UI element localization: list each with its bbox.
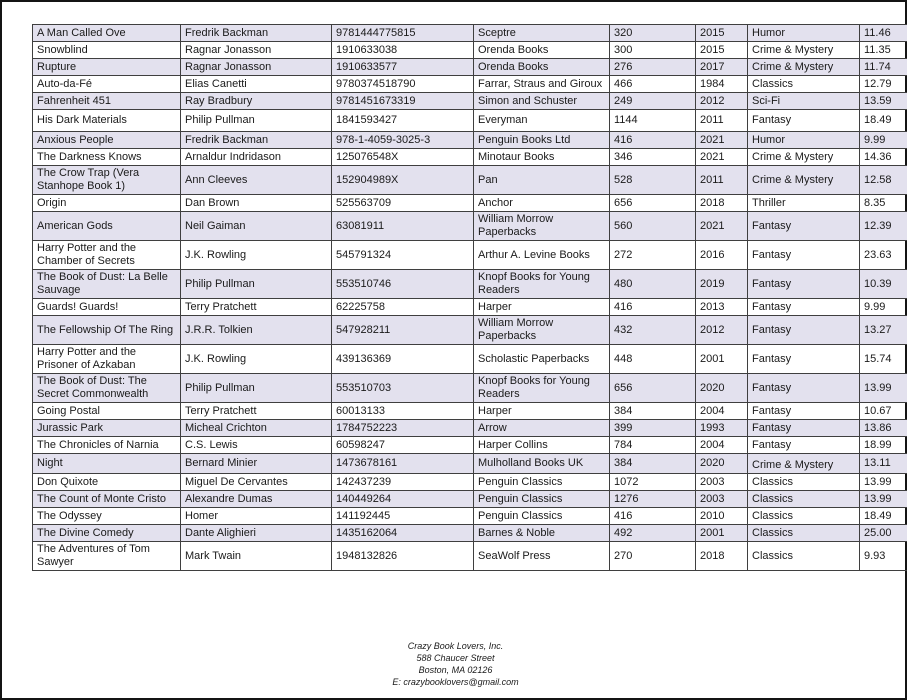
cell-isbn: 152904989X <box>332 166 474 195</box>
cell-author: Philip Pullman <box>181 110 332 132</box>
cell-publisher: Penguin Classics <box>474 491 610 508</box>
cell-pages: 656 <box>610 374 696 403</box>
cell-pages: 432 <box>610 316 696 345</box>
cell-pages: 416 <box>610 508 696 525</box>
cell-genre: Crime & Mystery <box>748 166 860 195</box>
cell-pages: 416 <box>610 132 696 149</box>
cell-genre: Classics <box>748 508 860 525</box>
table-row <box>33 374 907 403</box>
cell-publisher: Harper Collins <box>474 437 610 454</box>
cell-author: Philip Pullman <box>181 374 332 403</box>
cell-year: 2010 <box>696 508 748 525</box>
cell-author: Ragnar Jonasson <box>181 59 332 76</box>
cell-price: 10.39 <box>860 270 907 299</box>
table-row <box>33 345 907 374</box>
cell-isbn: 9781451673319 <box>332 93 474 110</box>
cell-price: 13.11 <box>860 454 907 474</box>
cell-pages: 448 <box>610 345 696 374</box>
cell-year: 2003 <box>696 491 748 508</box>
cell-isbn: 1784752223 <box>332 420 474 437</box>
cell-price: 23.63 <box>860 241 907 270</box>
cell-pages: 1072 <box>610 474 696 491</box>
cell-title: The Odyssey <box>33 508 181 525</box>
cell-author: Philip Pullman <box>181 270 332 299</box>
cell-author: Ragnar Jonasson <box>181 42 332 59</box>
table-row <box>33 212 907 241</box>
cell-isbn: 545791324 <box>332 241 474 270</box>
table-row <box>33 59 907 76</box>
table-row <box>33 403 907 420</box>
cell-pages: 272 <box>610 241 696 270</box>
cell-price: 13.99 <box>860 374 907 403</box>
cell-author: Dante Alighieri <box>181 525 332 542</box>
cell-author: Fredrik Backman <box>181 25 332 42</box>
cell-year: 2020 <box>696 374 748 403</box>
cell-genre: Classics <box>748 76 860 93</box>
cell-title: American Gods <box>33 212 181 241</box>
cell-title: Jurassic Park <box>33 420 181 437</box>
cell-author: Ann Cleeves <box>181 166 332 195</box>
cell-genre: Classics <box>748 474 860 491</box>
cell-author: Elias Canetti <box>181 76 332 93</box>
cell-title: Auto-da-Fé <box>33 76 181 93</box>
cell-publisher: Harper <box>474 403 610 420</box>
cell-publisher: Penguin Classics <box>474 474 610 491</box>
cell-isbn: 60013133 <box>332 403 474 420</box>
cell-price: 13.59 <box>860 93 907 110</box>
cell-title: Guards! Guards! <box>33 299 181 316</box>
footer-street-address: 588 Chaucer Street <box>416 653 495 663</box>
cell-price: 13.99 <box>860 474 907 491</box>
table-row <box>33 166 907 195</box>
cell-isbn: 140449264 <box>332 491 474 508</box>
cell-price: 18.49 <box>860 508 907 525</box>
cell-pages: 276 <box>610 59 696 76</box>
cell-price: 9.93 <box>860 542 907 571</box>
cell-year: 2004 <box>696 437 748 454</box>
cell-publisher: Arthur A. Levine Books <box>474 241 610 270</box>
cell-publisher: Mulholland Books UK <box>474 454 610 474</box>
cell-publisher: Barnes & Noble <box>474 525 610 542</box>
cell-year: 2003 <box>696 474 748 491</box>
cell-isbn: 9780374518790 <box>332 76 474 93</box>
table-row <box>33 508 907 525</box>
cell-publisher: Knopf Books for Young Readers <box>474 270 610 299</box>
table-row <box>33 299 907 316</box>
cell-year: 2012 <box>696 316 748 345</box>
books-table-body <box>33 25 907 571</box>
table-row <box>33 270 907 299</box>
cell-author: J.K. Rowling <box>181 241 332 270</box>
cell-price: 11.74 <box>860 59 907 76</box>
cell-author: Miguel De Cervantes <box>181 474 332 491</box>
cell-year: 2012 <box>696 93 748 110</box>
cell-title: The Darkness Knows <box>33 149 181 166</box>
cell-isbn: 142437239 <box>332 474 474 491</box>
cell-publisher: Minotaur Books <box>474 149 610 166</box>
cell-pages: 528 <box>610 166 696 195</box>
cell-title: The Adventures of Tom Sawyer <box>33 542 181 571</box>
cell-year: 2001 <box>696 345 748 374</box>
cell-author: C.S. Lewis <box>181 437 332 454</box>
footer-email: E: crazybooklovers@gmail.com <box>392 677 519 687</box>
cell-title: Fahrenheit 451 <box>33 93 181 110</box>
cell-author: Terry Pratchett <box>181 403 332 420</box>
cell-year: 2004 <box>696 403 748 420</box>
cell-genre: Fantasy <box>748 316 860 345</box>
cell-genre: Classics <box>748 542 860 571</box>
cell-genre: Fantasy <box>748 241 860 270</box>
cell-genre: Fantasy <box>748 403 860 420</box>
table-row <box>33 241 907 270</box>
cell-pages: 384 <box>610 403 696 420</box>
cell-isbn: 1841593427 <box>332 110 474 132</box>
cell-genre: Fantasy <box>748 110 860 132</box>
cell-author: Neil Gaiman <box>181 212 332 241</box>
cell-genre: Fantasy <box>748 299 860 316</box>
cell-publisher: Scholastic Paperbacks <box>474 345 610 374</box>
cell-isbn: 1473678161 <box>332 454 474 474</box>
cell-title: His Dark Materials <box>33 110 181 132</box>
cell-genre: Crime & Mystery <box>748 42 860 59</box>
cell-year: 2015 <box>696 25 748 42</box>
table-row <box>33 110 907 132</box>
cell-title: The Chronicles of Narnia <box>33 437 181 454</box>
cell-year: 2011 <box>696 166 748 195</box>
cell-price: 11.35 <box>860 42 907 59</box>
cell-year: 2021 <box>696 149 748 166</box>
cell-title: Rupture <box>33 59 181 76</box>
cell-publisher: Harper <box>474 299 610 316</box>
cell-title: Harry Potter and the Prisoner of Azkaban <box>33 345 181 374</box>
table-row <box>33 93 907 110</box>
cell-title: Anxious People <box>33 132 181 149</box>
cell-genre: Classics <box>748 491 860 508</box>
cell-pages: 656 <box>610 195 696 212</box>
cell-publisher: William Morrow Paperbacks <box>474 212 610 241</box>
cell-pages: 784 <box>610 437 696 454</box>
cell-isbn: 1948132826 <box>332 542 474 571</box>
table-row <box>33 25 907 42</box>
cell-author: Mark Twain <box>181 542 332 571</box>
cell-genre: Crime & Mystery <box>748 59 860 76</box>
cell-title: Don Quixote <box>33 474 181 491</box>
cell-price: 9.99 <box>860 132 907 149</box>
cell-genre: Fantasy <box>748 374 860 403</box>
cell-isbn: 1910633577 <box>332 59 474 76</box>
table-row <box>33 542 907 571</box>
cell-pages: 384 <box>610 454 696 474</box>
cell-price: 12.79 <box>860 76 907 93</box>
cell-year: 2021 <box>696 212 748 241</box>
table-row <box>33 149 907 166</box>
cell-year: 1984 <box>696 76 748 93</box>
cell-author: Dan Brown <box>181 195 332 212</box>
table-row <box>33 132 907 149</box>
cell-isbn: 553510703 <box>332 374 474 403</box>
table-row <box>33 454 907 474</box>
cell-title: The Fellowship Of The Ring <box>33 316 181 345</box>
cell-isbn: 62225758 <box>332 299 474 316</box>
cell-isbn: 439136369 <box>332 345 474 374</box>
cell-genre: Fantasy <box>748 212 860 241</box>
cell-author: Micheal Crichton <box>181 420 332 437</box>
cell-title: Snowblind <box>33 42 181 59</box>
cell-year: 2013 <box>696 299 748 316</box>
cell-publisher: Penguin Books Ltd <box>474 132 610 149</box>
footer-company-name: Crazy Book Lovers, Inc. <box>407 641 504 651</box>
cell-pages: 399 <box>610 420 696 437</box>
table-row <box>33 491 907 508</box>
cell-genre: Humor <box>748 25 860 42</box>
cell-price: 13.27 <box>860 316 907 345</box>
cell-publisher: Knopf Books for Young Readers <box>474 374 610 403</box>
cell-isbn: 1910633038 <box>332 42 474 59</box>
cell-publisher: William Morrow Paperbacks <box>474 316 610 345</box>
cell-isbn: 978-1-4059-3025-3 <box>332 132 474 149</box>
cell-author: J.R.R. Tolkien <box>181 316 332 345</box>
cell-title: Night <box>33 454 181 474</box>
cell-year: 2011 <box>696 110 748 132</box>
cell-publisher: Orenda Books <box>474 42 610 59</box>
table-row <box>33 316 907 345</box>
cell-pages: 560 <box>610 212 696 241</box>
footer-city-state-zip: Boston, MA 02126 <box>418 665 493 675</box>
cell-pages: 300 <box>610 42 696 59</box>
table-row <box>33 525 907 542</box>
cell-price: 25.00 <box>860 525 907 542</box>
cell-year: 2016 <box>696 241 748 270</box>
cell-genre: Fantasy <box>748 420 860 437</box>
cell-title: Origin <box>33 195 181 212</box>
cell-isbn: 525563709 <box>332 195 474 212</box>
cell-price: 10.67 <box>860 403 907 420</box>
cell-pages: 1144 <box>610 110 696 132</box>
cell-publisher: Anchor <box>474 195 610 212</box>
cell-pages: 249 <box>610 93 696 110</box>
cell-pages: 416 <box>610 299 696 316</box>
cell-isbn: 547928211 <box>332 316 474 345</box>
cell-year: 2020 <box>696 454 748 474</box>
cell-year: 2018 <box>696 542 748 571</box>
cell-genre: Fantasy <box>748 270 860 299</box>
page-footer <box>2 640 907 688</box>
cell-title: A Man Called Ove <box>33 25 181 42</box>
cell-title: The Book of Dust: The Secret Commonwealth <box>33 374 181 403</box>
cell-publisher: Everyman <box>474 110 610 132</box>
cell-price: 14.36 <box>860 149 907 166</box>
cell-title: Going Postal <box>33 403 181 420</box>
cell-genre: Crime & Mystery <box>748 454 860 474</box>
books-table <box>32 24 907 571</box>
cell-price: 13.99 <box>860 491 907 508</box>
cell-pages: 466 <box>610 76 696 93</box>
cell-publisher: Simon and Schuster <box>474 93 610 110</box>
cell-price: 12.39 <box>860 212 907 241</box>
cell-isbn: 1435162064 <box>332 525 474 542</box>
cell-author: Fredrik Backman <box>181 132 332 149</box>
cell-publisher: Penguin Classics <box>474 508 610 525</box>
table-row <box>33 42 907 59</box>
cell-genre: Crime & Mystery <box>748 149 860 166</box>
cell-price: 15.74 <box>860 345 907 374</box>
table-row <box>33 76 907 93</box>
cell-pages: 270 <box>610 542 696 571</box>
cell-year: 2021 <box>696 132 748 149</box>
cell-price: 12.58 <box>860 166 907 195</box>
cell-year: 2017 <box>696 59 748 76</box>
cell-year: 2015 <box>696 42 748 59</box>
cell-genre: Classics <box>748 525 860 542</box>
cell-pages: 480 <box>610 270 696 299</box>
cell-author: Homer <box>181 508 332 525</box>
cell-publisher: Arrow <box>474 420 610 437</box>
cell-publisher: Farrar, Straus and Giroux <box>474 76 610 93</box>
table-row <box>33 474 907 491</box>
cell-title: Harry Potter and the Chamber of Secrets <box>33 241 181 270</box>
table-row <box>33 437 907 454</box>
cell-genre: Sci-Fi <box>748 93 860 110</box>
cell-genre: Humor <box>748 132 860 149</box>
cell-pages: 346 <box>610 149 696 166</box>
cell-isbn: 125076548X <box>332 149 474 166</box>
cell-year: 2001 <box>696 525 748 542</box>
cell-year: 1993 <box>696 420 748 437</box>
cell-pages: 320 <box>610 25 696 42</box>
cell-price: 9.99 <box>860 299 907 316</box>
cell-title: The Count of Monte Cristo <box>33 491 181 508</box>
cell-title: The Book of Dust: La Belle Sauvage <box>33 270 181 299</box>
cell-genre: Fantasy <box>748 437 860 454</box>
cell-isbn: 553510746 <box>332 270 474 299</box>
cell-isbn: 60598247 <box>332 437 474 454</box>
cell-author: Bernard Minier <box>181 454 332 474</box>
cell-author: Alexandre Dumas <box>181 491 332 508</box>
cell-isbn: 63081911 <box>332 212 474 241</box>
cell-year: 2019 <box>696 270 748 299</box>
cell-price: 8.35 <box>860 195 907 212</box>
cell-price: 18.99 <box>860 437 907 454</box>
cell-year: 2018 <box>696 195 748 212</box>
cell-isbn: 141192445 <box>332 508 474 525</box>
cell-genre: Thriller <box>748 195 860 212</box>
cell-pages: 1276 <box>610 491 696 508</box>
cell-isbn: 9781444775815 <box>332 25 474 42</box>
table-row <box>33 195 907 212</box>
cell-pages: 492 <box>610 525 696 542</box>
cell-author: Ray Bradbury <box>181 93 332 110</box>
cell-author: Arnaldur Indridason <box>181 149 332 166</box>
cell-author: J.K. Rowling <box>181 345 332 374</box>
cell-publisher: Orenda Books <box>474 59 610 76</box>
cell-price: 18.49 <box>860 110 907 132</box>
cell-title: The Divine Comedy <box>33 525 181 542</box>
cell-author: Terry Pratchett <box>181 299 332 316</box>
cell-title: The Crow Trap (Vera Stanhope Book 1) <box>33 166 181 195</box>
cell-genre: Fantasy <box>748 345 860 374</box>
cell-price: 11.46 <box>860 25 907 42</box>
table-row <box>33 420 907 437</box>
cell-publisher: Sceptre <box>474 25 610 42</box>
cell-publisher: SeaWolf Press <box>474 542 610 571</box>
cell-price: 13.86 <box>860 420 907 437</box>
cell-publisher: Pan <box>474 166 610 195</box>
